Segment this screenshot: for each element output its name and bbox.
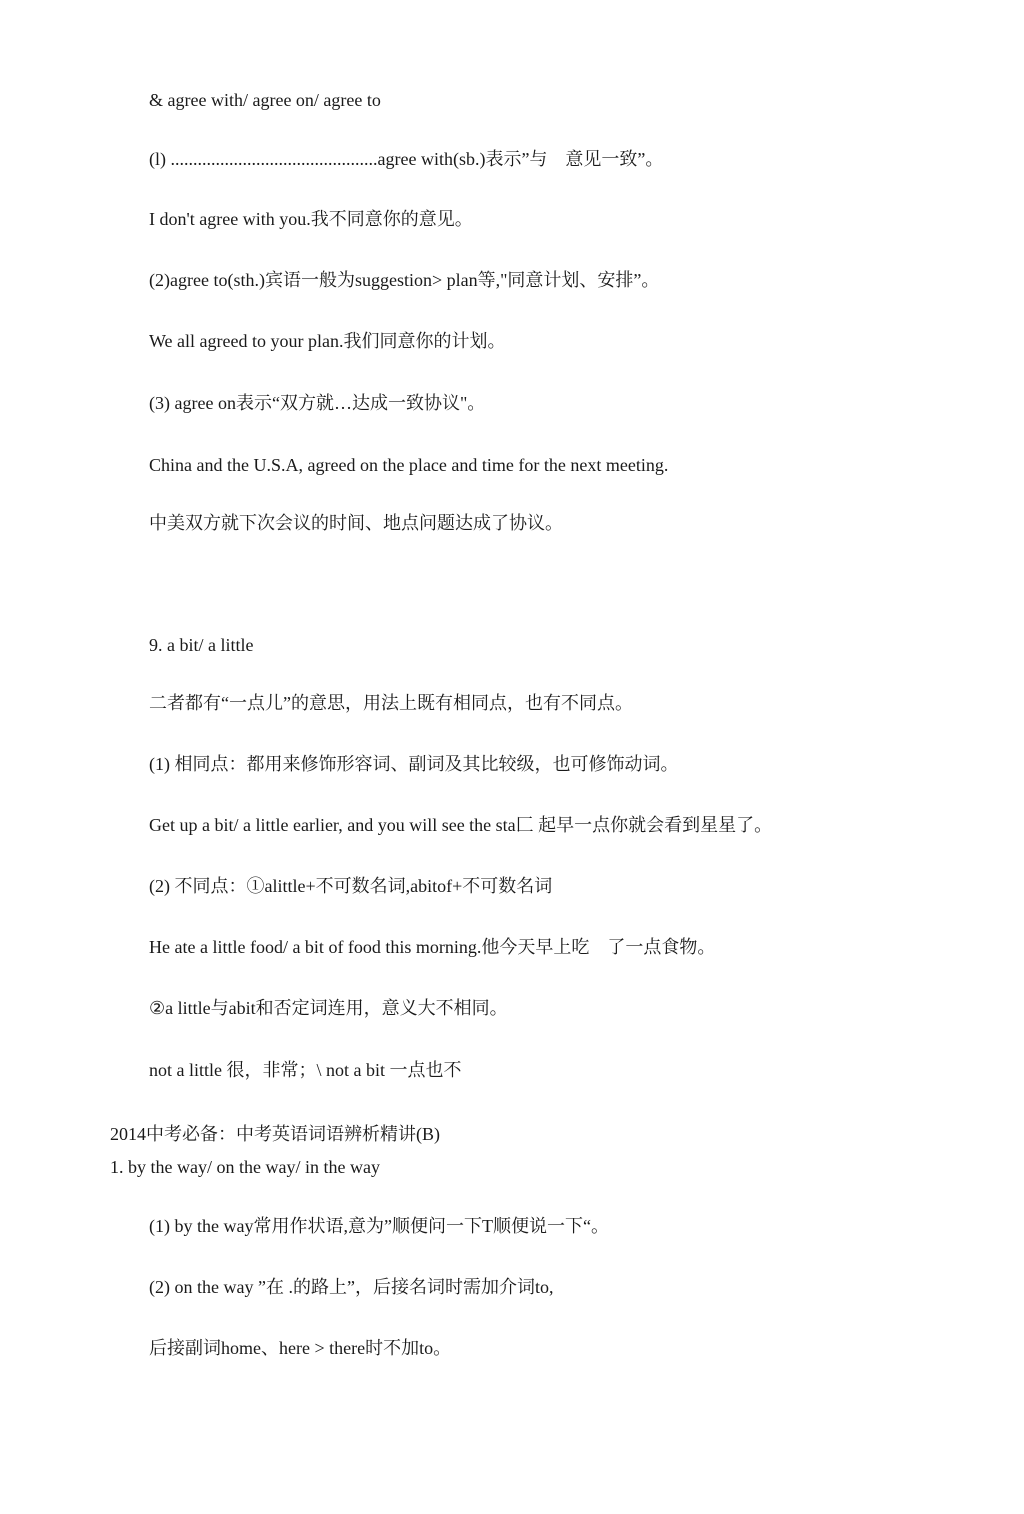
section-heading-by-the-way: 1. by the way/ on the way/ in the way (110, 1157, 380, 1177)
document-title-part-b: 2014中考必备：中考英语词语辨析精讲(B) (110, 1124, 440, 1144)
note-on-the-way: (2) on the way ”在 .的路上”，后接名词时需加介词to, (149, 1277, 554, 1297)
intro-a-bit: 二者都有“一点儿”的意思，用法上既有相同点，也有不同点。 (149, 693, 633, 713)
section-heading-agree: & agree with/ agree on/ agree to (149, 90, 381, 110)
note-agree-on: (3) agree on表示“双方就…达成一致协议"。 (149, 393, 486, 413)
note-difference: (2) 不同点：①alittle+不可数名词,abitof+不可数名词 (149, 876, 553, 896)
example-agree-with: I don't agree with you.我不同意你的意见。 (149, 209, 473, 229)
example-negation: not a little 很，非常；\ not a bit 一点也不 (149, 1060, 462, 1080)
note-similarity: (1) 相同点：都用来修饰形容词、副词及其比较级，也可修饰动词。 (149, 754, 679, 774)
example-agree-on-chinese: 中美双方就下次会议的时间、地点问题达成了协议。 (149, 513, 563, 533)
section-heading-a-bit: 9. a bit/ a little (149, 635, 254, 655)
example-difference: He ate a little food/ a bit of food this morning.他今天早上吃 了一点食物。 (149, 937, 716, 957)
example-agree-on-english: China and the U.S.A, agreed on the place and time for the next meeting. (149, 455, 669, 475)
note-agree-with: (l) ..............................................agree with(sb.)表示”与 意见一致”。 (149, 149, 664, 169)
note-agree-to: (2)agree to(sth.)宾语一般为suggestion> plan等,"同意计划、安排”。 (149, 270, 660, 290)
example-agree-to: We all agreed to your plan.我们同意你的计划。 (149, 331, 506, 351)
example-similarity: Get up a bit/ a little earlier, and you will see the sta匚 起早一点你就会看到星星了。 (149, 815, 773, 835)
note-by-the-way: (1) by the way常用作状语,意为”顺便问一下T顺便说一下“。 (149, 1216, 609, 1236)
note-on-the-way-adverbs: 后接副词home、here > there时不加to。 (149, 1338, 452, 1358)
note-negation: ②a little与abit和否定词连用，意义大不相同。 (149, 998, 508, 1018)
